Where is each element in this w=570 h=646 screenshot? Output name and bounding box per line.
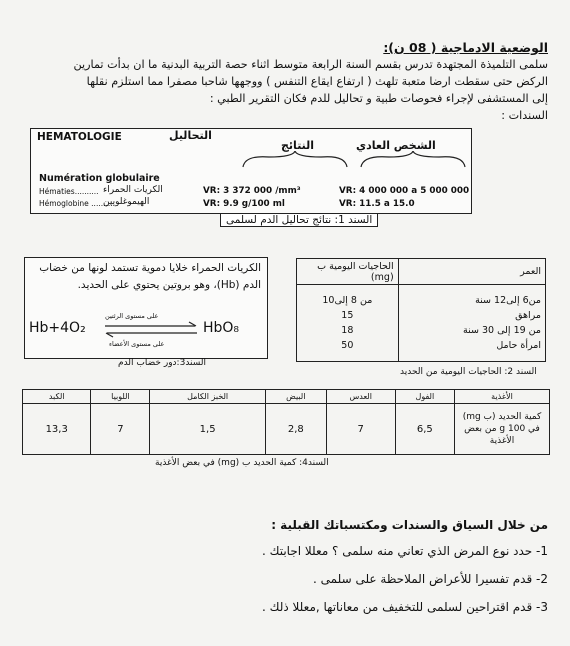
situation-intro [18, 56, 548, 124]
hematology-title: HEMATOLOGIE [37, 131, 122, 143]
age-item: مراهق [515, 310, 541, 321]
age-header: العمر [398, 259, 545, 285]
iron-value: 6,5 [395, 404, 454, 455]
normal-header: الشخص العادي [356, 139, 436, 152]
doc1-caption: السند 1: نتائج تحاليل الدم لسلمى [220, 213, 378, 227]
doc3-caption: السند3:دور خضاب الدم [118, 358, 207, 368]
results-header: النتائج [281, 139, 315, 152]
intro-line: السندات : [501, 109, 548, 122]
age-item: امرأة حامل [496, 340, 541, 351]
food-name: العدس [326, 390, 395, 404]
hemoglobin-label-ar: الهيموغلوبين [103, 197, 150, 207]
food-row-label: كمية الحديد (ب mg) في 100 g من بعض الأغذية [455, 404, 550, 455]
hemoglobin-description: الكريات الحمراء خلايا دموية تستمد لونها من خضاب الدم (Hb)، وهو بروتين يحتوي على الحديد. [39, 262, 261, 291]
intro-line: الركض حتى سقطت ارضا متعبة تلهث ( ارتفاع ايقاع التنفس ) ووجهها شاحبا مصفرا مما استلزم نقلها [86, 75, 548, 88]
numeration-label: Numération globulaire [39, 173, 160, 184]
hematies-result: VR: 3 372 000 /mm³ [203, 186, 301, 196]
need-item: من 8 إلى10 [322, 295, 373, 306]
needs-cell [297, 285, 399, 362]
intro-line: سلمى التلميذة المجتهدة تدرس بقسم السنة الرابعة متوسط اثناء حصة التربية البدنية ما ان بدأت تمارين [73, 58, 548, 71]
need-item: 50 [341, 340, 354, 351]
hemoglobin-label: Hémoglobine .......... [39, 199, 116, 208]
equation-right: HbO₈ [203, 320, 240, 336]
need-item: 18 [341, 325, 354, 336]
iron-value: 13,3 [23, 404, 91, 455]
question-item: 2- قدم تفسيرا للأعراض الملاحظة على سلمى . [313, 572, 548, 586]
food-name: الفول [395, 390, 454, 404]
doc2-caption: السند 2: الحاجيات اليومية من الحديد [400, 367, 537, 377]
food-iron-table [22, 389, 550, 455]
ages-cell [398, 285, 545, 362]
situation-title: الوضعية الادماجية ( 08 ن): [383, 40, 548, 55]
iron-value: 7 [326, 404, 395, 455]
age-item: من 19 إلى 30 سنة [463, 325, 541, 336]
need-item: 15 [341, 310, 354, 321]
brace-decoration [239, 151, 469, 171]
food-name: اللوبيا [91, 390, 150, 404]
reversible-arrow-icon [103, 320, 199, 340]
intro-line: إلى المستشفى لإجراء فحوصات طبية و تحاليل للدم فكان التقرير الطبي : [209, 92, 548, 105]
food-name: البيض [265, 390, 326, 404]
hemoglobin-role-box [24, 257, 268, 359]
needs-header: الحاجيات اليومية ب (mg) [297, 259, 399, 285]
food-name: الخبز الكامل [150, 390, 265, 404]
hematies-normal: VR: 4 000 000 a 5 000 000 [339, 186, 470, 196]
doc4-caption: السند4: كمية الحديد ب (mg) في بعض الأغذية [155, 458, 329, 468]
food-header: الأغذية [455, 390, 550, 404]
iron-value: 1,5 [150, 404, 265, 455]
daily-needs-table [296, 258, 546, 362]
analyses-title: التحاليل [169, 129, 212, 142]
hemoglobin-normal: VR: 11.5 a 15.0 [339, 199, 415, 209]
iron-value: 2,8 [265, 404, 326, 455]
hematies-label: Hématies.......... [39, 187, 99, 196]
arrow-bottom-label: على مستوى الأعضاء [109, 340, 165, 348]
hemoglobin-result: VR: 9.9 g/100 ml [203, 199, 285, 209]
food-name: الكبد [23, 390, 91, 404]
hematology-report [30, 128, 472, 214]
arrow-top-label: على مستوى الرئتين [105, 312, 159, 320]
equation-left: Hb+4O₂ [29, 320, 86, 336]
iron-value: 7 [91, 404, 150, 455]
question-item: 1- حدد نوع المرض الذي تعاني منه سلمى ؟ معللا اجابتك . [261, 544, 548, 558]
questions-title: من خلال السياق والسندات ومكتسباتك القبلية : [271, 518, 548, 532]
question-item: 3- قدم اقتراحين لسلمى للتخفيف من معاناتها ,معللا ذلك . [261, 600, 548, 614]
hematies-label-ar: الكريات الحمراء [103, 185, 163, 195]
age-item: من6 إلى12 سنة [475, 295, 541, 306]
